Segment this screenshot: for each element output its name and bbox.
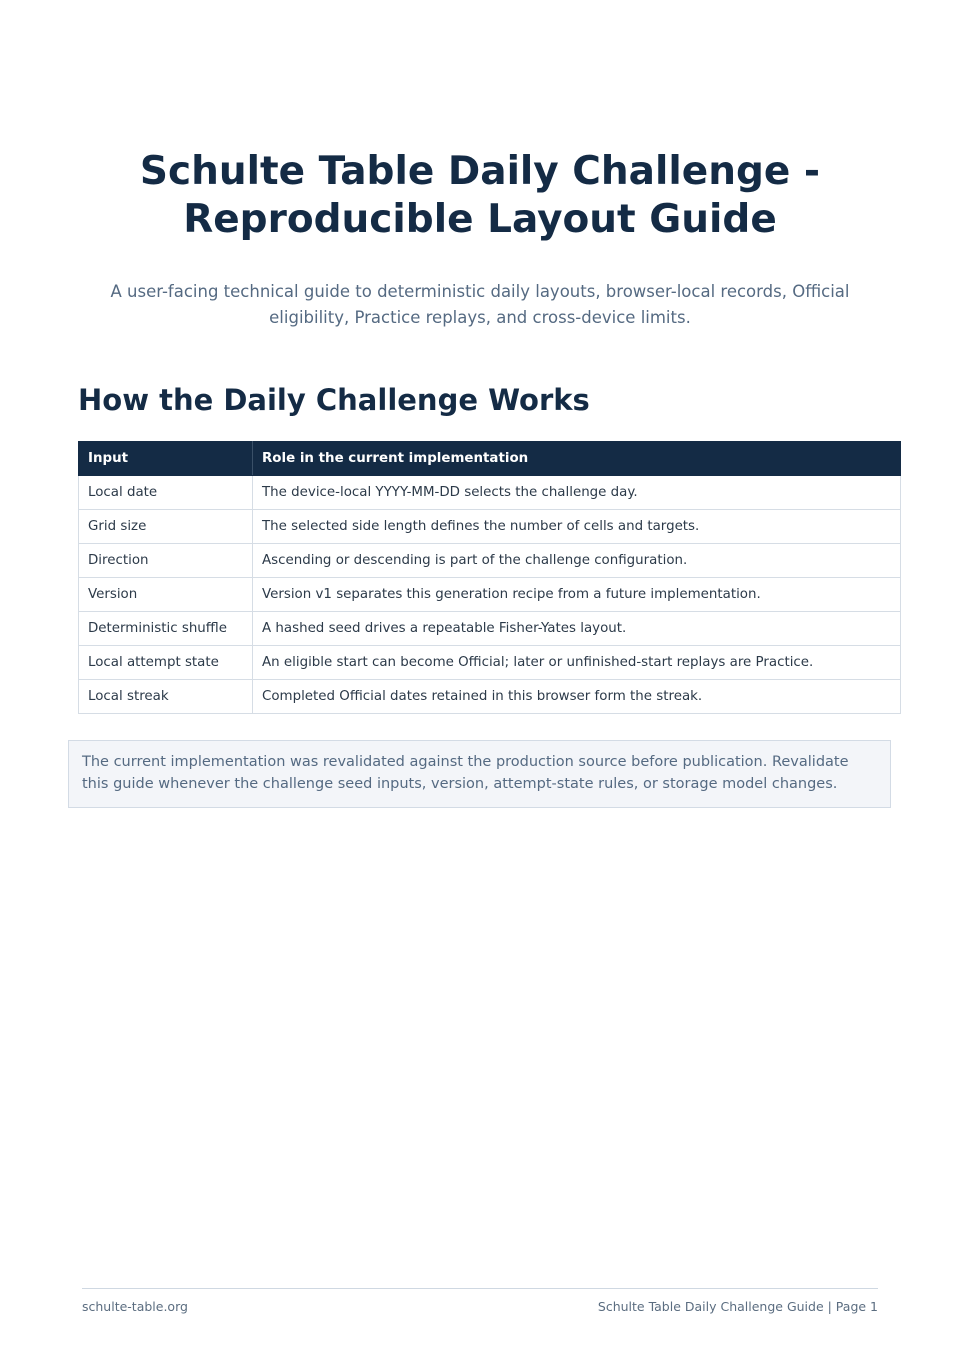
role-cell: The selected side length defines the number of cells and targets. <box>253 510 901 544</box>
table-row <box>79 544 901 578</box>
table-row <box>79 612 901 646</box>
page-title: Schulte Table Daily Challenge - Reproducible Layout Guide <box>139 149 821 242</box>
role-cell: Version v1 separates this generation recipe from a future implementation. <box>253 578 901 612</box>
role-cell: Ascending or descending is part of the challenge configuration. <box>253 544 901 578</box>
table-row <box>79 578 901 612</box>
input-cell: Direction <box>79 544 253 578</box>
input-cell: Local date <box>79 476 253 510</box>
challenge-inputs-table <box>78 441 901 714</box>
revalidation-note: The current implementation was revalidated against the production source before publication. Revalidate this guide whenever the challenge seed inputs, version, attempt-state rules, or storage model changes. <box>68 740 891 808</box>
input-cell: Local attempt state <box>79 646 253 680</box>
role-cell: The device-local YYYY-MM-DD selects the challenge day. <box>253 476 901 510</box>
footer-page-label: Schulte Table Daily Challenge Guide | Page 1 <box>597 1299 878 1314</box>
footer-divider <box>82 1288 878 1289</box>
section-heading: How the Daily Challenge Works <box>78 383 590 417</box>
input-cell: Version <box>79 578 253 612</box>
table-row <box>79 646 901 680</box>
column-header-input: Input <box>79 442 253 476</box>
footer-site-name: schulte-table.org <box>82 1299 188 1314</box>
table-row <box>79 476 901 510</box>
role-cell: An eligible start can become Official; later or unfinished-start replays are Practice. <box>253 646 901 680</box>
input-cell: Local streak <box>79 680 253 714</box>
table-row <box>79 680 901 714</box>
table-row <box>79 510 901 544</box>
table-header-row <box>79 442 901 476</box>
input-cell: Grid size <box>79 510 253 544</box>
input-cell: Deterministic shuffle <box>79 612 253 646</box>
page-subtitle: A user-facing technical guide to deterministic daily layouts, browser-local records, Official eligibility, Practice replays, and cross-device limits. <box>110 282 850 327</box>
role-cell: A hashed seed drives a repeatable Fisher-Yates layout. <box>253 612 901 646</box>
column-header-role: Role in the current implementation <box>253 442 901 476</box>
role-cell: Completed Official dates retained in this browser form the streak. <box>253 680 901 714</box>
